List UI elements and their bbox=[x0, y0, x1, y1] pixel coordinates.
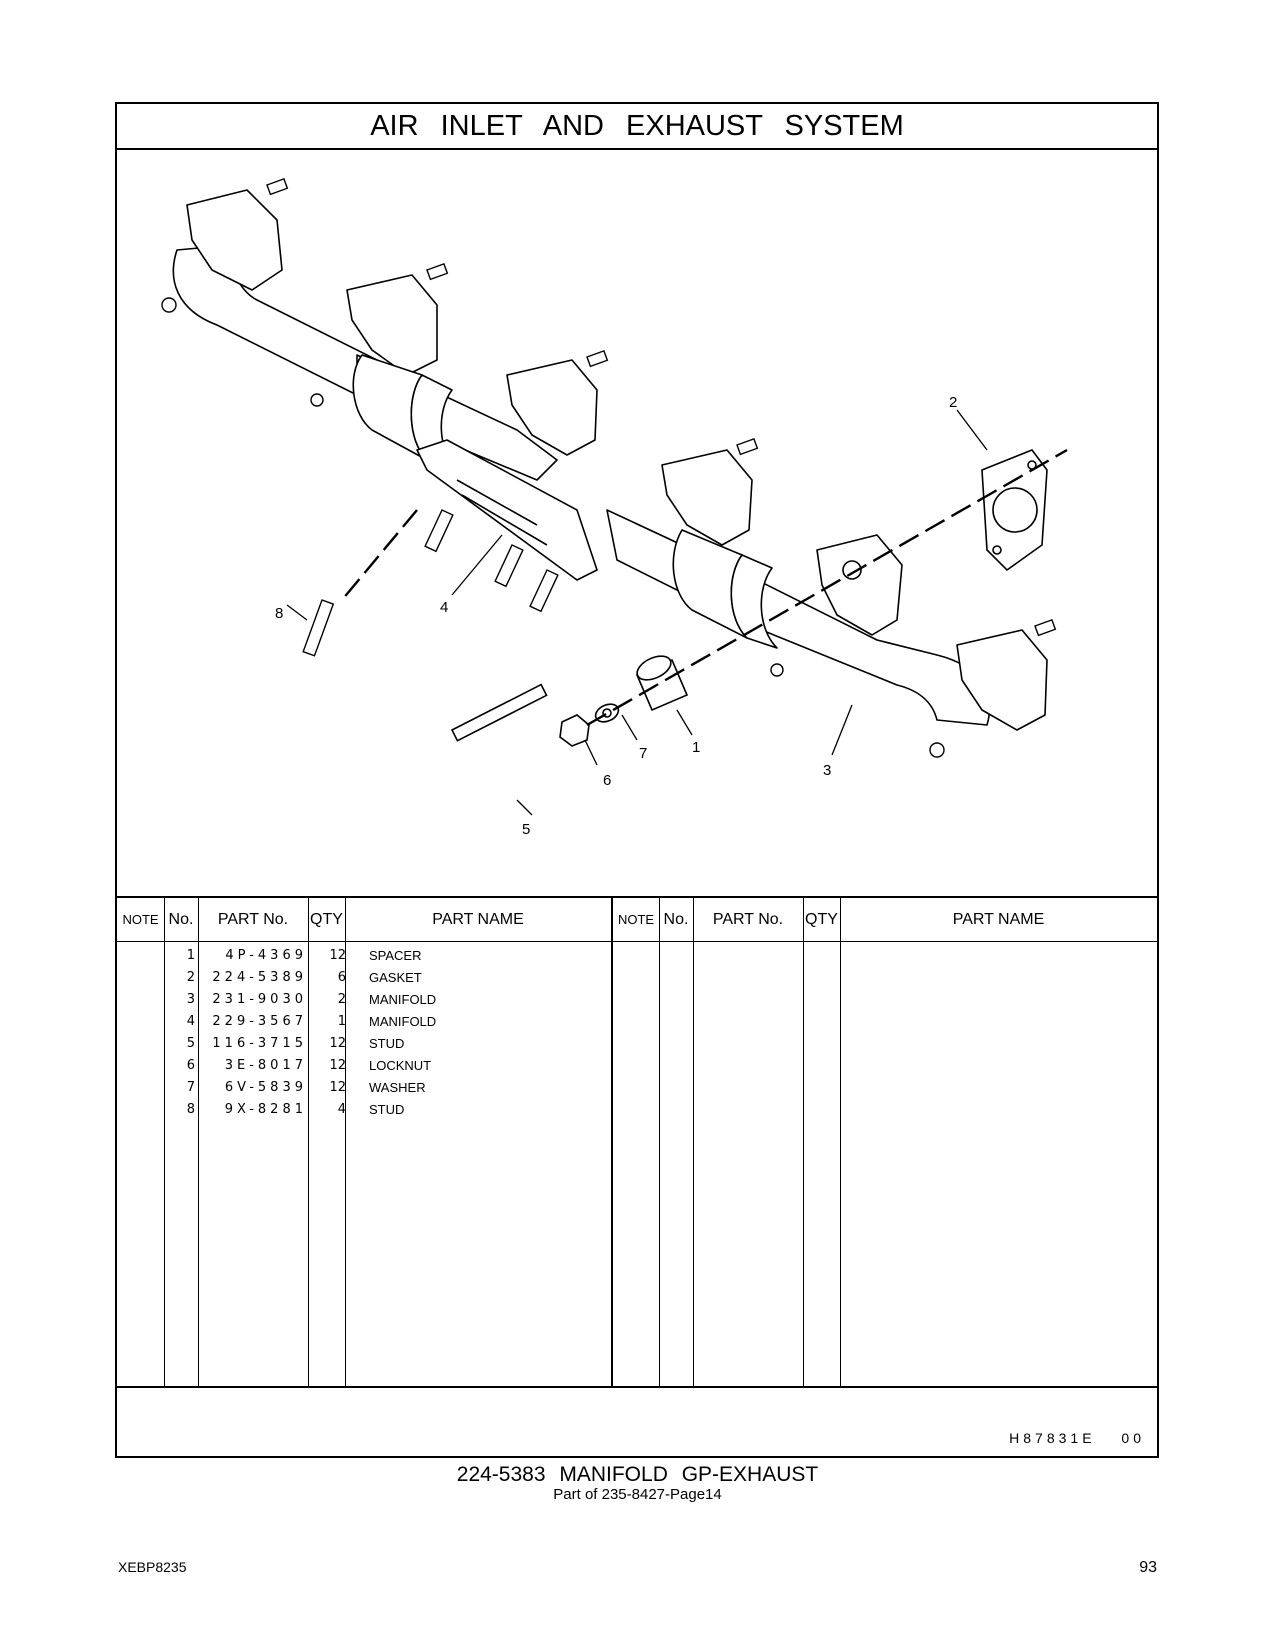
row-no: 1 bbox=[186, 948, 195, 963]
header-rule bbox=[117, 941, 1157, 942]
header-part-no-right: PART No. bbox=[712, 911, 784, 928]
row-part-name: STUD bbox=[369, 1036, 405, 1051]
row-no: 2 bbox=[186, 970, 195, 985]
row-qty: 2 bbox=[337, 992, 346, 1007]
table-row bbox=[117, 1055, 637, 1077]
manifold-drawing bbox=[117, 150, 1157, 896]
callout-8: 8 bbox=[275, 605, 284, 622]
row-part-name: SPACER bbox=[369, 948, 422, 963]
header-qty: QTY bbox=[310, 911, 343, 928]
callout-1: 1 bbox=[692, 739, 701, 756]
row-qty: 12 bbox=[329, 1080, 346, 1095]
row-qty: 12 bbox=[329, 948, 346, 963]
document-code: XEBP8235 bbox=[118, 1559, 187, 1575]
row-part-no: 6V-5839 bbox=[224, 1080, 307, 1095]
parts-page-frame bbox=[115, 102, 1159, 1458]
drawing-footer-box bbox=[117, 1386, 1157, 1458]
row-part-name: MANIFOLD bbox=[369, 992, 437, 1007]
table-row bbox=[117, 1033, 637, 1055]
header-part-name-right: PART NAME bbox=[952, 911, 1045, 928]
row-part-no: 224-5389 bbox=[212, 970, 307, 985]
row-qty: 1 bbox=[337, 1014, 346, 1029]
row-part-no: 231-9030 bbox=[212, 992, 307, 1007]
row-qty: 12 bbox=[329, 1036, 346, 1051]
callout-2: 2 bbox=[949, 394, 958, 411]
row-part-name: STUD bbox=[369, 1102, 405, 1117]
header-note: NOTE bbox=[122, 912, 159, 927]
table-row bbox=[117, 945, 637, 967]
row-part-no: 116-3715 bbox=[212, 1036, 307, 1051]
row-qty: 4 bbox=[337, 1102, 346, 1117]
header-no-right: No. bbox=[663, 911, 689, 928]
col-divider bbox=[659, 898, 660, 1386]
callout-6: 6 bbox=[603, 772, 612, 789]
row-part-name: GASKET bbox=[369, 970, 422, 985]
flange-4 bbox=[662, 450, 752, 545]
row-part-name: WASHER bbox=[369, 1080, 426, 1095]
drawing-id: H87831E 00 bbox=[1009, 1430, 1145, 1446]
callout-4: 4 bbox=[440, 599, 449, 616]
group-subtitle: Part of 235-8427-Page14 bbox=[553, 1486, 722, 1503]
table-row bbox=[117, 989, 637, 1011]
row-no: 5 bbox=[186, 1036, 195, 1051]
row-no: 3 bbox=[186, 992, 195, 1007]
col-divider bbox=[693, 898, 694, 1386]
callout-7: 7 bbox=[639, 745, 648, 762]
exploded-view-illustration bbox=[117, 150, 1157, 896]
header-note-right: NOTE bbox=[617, 912, 655, 927]
header-part-no: PART No. bbox=[217, 911, 289, 928]
row-no: 6 bbox=[186, 1058, 195, 1073]
parts-list-table bbox=[117, 896, 1157, 1386]
callout-3: 3 bbox=[823, 762, 832, 779]
locknut bbox=[560, 715, 589, 746]
row-no: 8 bbox=[186, 1102, 195, 1117]
stud-long bbox=[452, 685, 547, 741]
section-title: AIR INLET AND EXHAUST SYSTEM bbox=[117, 104, 1157, 150]
col-divider bbox=[803, 898, 804, 1386]
group-title: 224-5383 MANIFOLD GP-EXHAUST bbox=[456, 1463, 819, 1486]
row-part-no: 4P-4369 bbox=[225, 948, 307, 963]
row-no: 7 bbox=[186, 1080, 195, 1095]
table-row bbox=[117, 1077, 637, 1099]
col-divider bbox=[840, 898, 841, 1386]
row-qty: 12 bbox=[329, 1058, 346, 1073]
header-part-name: PART NAME bbox=[432, 911, 524, 928]
row-part-no: 9X-8281 bbox=[224, 1102, 307, 1117]
table-row bbox=[117, 1099, 637, 1121]
header-no: No. bbox=[168, 911, 194, 928]
header-qty-right: QTY bbox=[805, 911, 838, 928]
table-row bbox=[117, 1011, 637, 1033]
row-part-no: 229-3567 bbox=[212, 1014, 307, 1029]
row-part-no: 3E-8017 bbox=[224, 1058, 307, 1073]
row-part-name: MANIFOLD bbox=[369, 1014, 437, 1029]
table-row bbox=[117, 967, 637, 989]
row-qty: 6 bbox=[337, 970, 346, 985]
row-no: 4 bbox=[186, 1014, 195, 1029]
page-number: 93 bbox=[1139, 1559, 1157, 1576]
row-part-name: LOCKNUT bbox=[369, 1058, 432, 1073]
callout-5: 5 bbox=[522, 821, 531, 838]
